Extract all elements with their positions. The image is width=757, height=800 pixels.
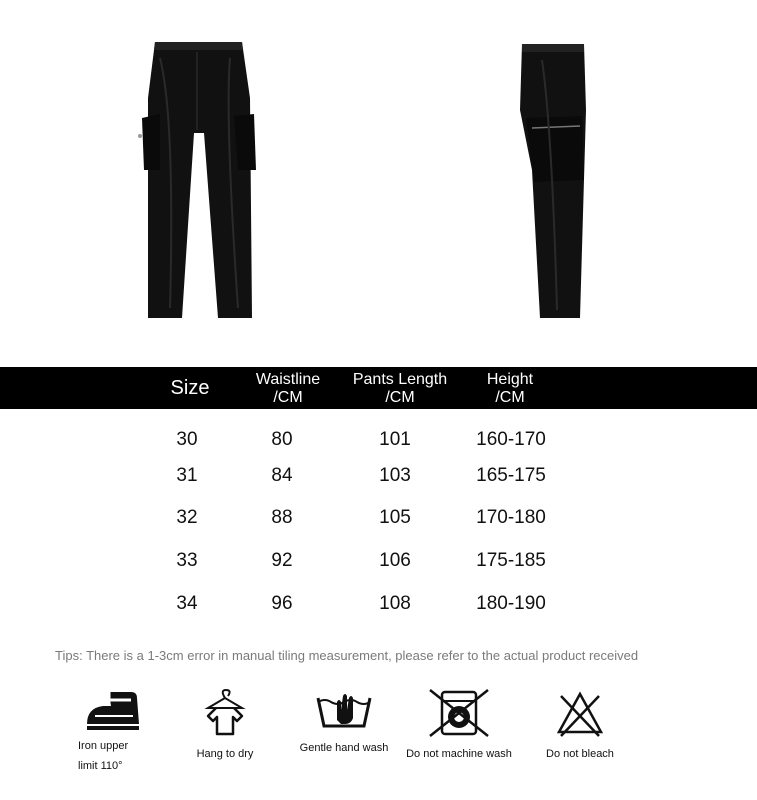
care-no-machine-wash xyxy=(401,688,517,764)
cell-waistline: 96 xyxy=(271,593,293,614)
header-waistline xyxy=(238,371,338,407)
header-pants-length xyxy=(335,371,465,407)
cell-pants-length: 105 xyxy=(379,507,411,528)
care-hand-wash-label: Gentle hand wash xyxy=(299,742,389,754)
cell-height: 165-175 xyxy=(476,465,546,486)
care-hang-label: Hang to dry xyxy=(196,748,254,760)
header-height xyxy=(460,371,560,407)
table-row xyxy=(0,461,757,491)
care-iron-label-line2: limit 110° xyxy=(78,760,123,772)
care-iron-label-line1: Iron upper xyxy=(78,740,129,752)
cell-pants-length: 106 xyxy=(379,550,411,571)
care-hang xyxy=(188,688,262,764)
care-no-bleach-label: Do not bleach xyxy=(546,748,614,760)
table-row xyxy=(0,503,757,533)
cell-pants-length: 103 xyxy=(379,465,411,486)
header-height-unit: /CM xyxy=(495,389,525,406)
cell-height: 160-170 xyxy=(476,429,546,450)
header-size: Size xyxy=(170,377,210,399)
hand-wash-icon xyxy=(296,688,392,732)
no-machine-wash-icon xyxy=(401,688,517,738)
iron-icon xyxy=(78,688,148,734)
care-no-bleach xyxy=(538,688,622,764)
header-waistline-label: Waistline xyxy=(255,371,321,388)
care-iron xyxy=(78,688,148,776)
cell-size: 30 xyxy=(176,429,198,450)
table-row xyxy=(0,589,757,619)
cell-pants-length: 108 xyxy=(379,593,411,614)
no-bleach-icon xyxy=(538,688,622,738)
cell-waistline: 84 xyxy=(271,465,293,486)
cell-waistline: 92 xyxy=(271,550,293,571)
pants-side-photo xyxy=(512,40,597,322)
table-row xyxy=(0,546,757,576)
header-height-label: Height xyxy=(486,371,534,388)
size-table-header xyxy=(0,367,757,409)
care-no-machine-wash-label: Do not machine wash xyxy=(406,748,512,760)
cell-pants-length: 101 xyxy=(379,429,411,450)
cell-size: 34 xyxy=(176,593,198,614)
table-row xyxy=(0,425,757,455)
hanger-shirt-icon xyxy=(188,688,262,738)
cell-size: 32 xyxy=(176,507,198,528)
pants-front-photo xyxy=(130,38,260,323)
cell-height: 170-180 xyxy=(476,507,546,528)
cell-waistline: 80 xyxy=(271,429,293,450)
care-hand-wash xyxy=(296,688,392,758)
header-waistline-unit: /CM xyxy=(273,389,303,406)
header-pants-length-unit: /CM xyxy=(385,389,415,406)
header-pants-length-label: Pants Length xyxy=(352,371,448,388)
cell-height: 175-185 xyxy=(476,550,546,571)
cell-size: 31 xyxy=(176,465,198,486)
cell-height: 180-190 xyxy=(476,593,546,614)
cell-waistline: 88 xyxy=(271,507,293,528)
cell-size: 33 xyxy=(176,550,198,571)
tips-text: Tips: There is a 1-3cm error in manual tiling measurement, please refer to the actual product received xyxy=(55,648,639,663)
